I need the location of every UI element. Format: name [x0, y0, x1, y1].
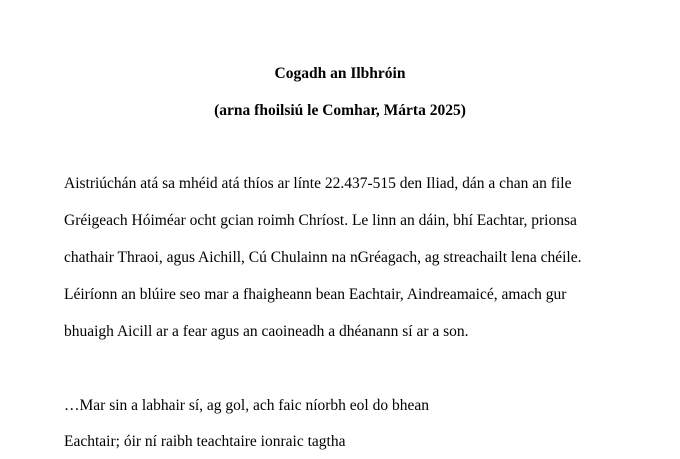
intro-line: bhuaigh Aicill ar a fear agus an caoineadh a dhéanann sí ar a son.	[64, 323, 469, 340]
intro-line: chathair Thraoi, agus Aichill, Cú Chulainn na nGréagach, ag streachailt lena chéile.	[64, 249, 582, 266]
document-title: Cogadh an Ilbhróin	[274, 65, 406, 82]
poem-line: Eachtair; óir ní raibh teachtaire ionraic tagtha	[64, 433, 346, 450]
poem-line: …Mar sin a labhair sí, ag gol, ach faic níorbh eol do bhean	[64, 397, 429, 414]
intro-line: Léiríonn an blúire seo mar a fhaigheann bean Eachtair, Aindreamaicé, amach gur	[64, 286, 567, 303]
document-subtitle: (arna fhoilsiú le Comhar, Márta 2025)	[214, 102, 466, 119]
intro-line: Aistriúchán atá sa mhéid atá thíos ar línte 22.437-515 den Iliad, dán a chan an file	[64, 175, 572, 192]
intro-line: Gréigeach Hóiméar ocht gcian roimh Chríost. Le linn an dáin, bhí Eachtar, prionsa	[64, 212, 577, 229]
